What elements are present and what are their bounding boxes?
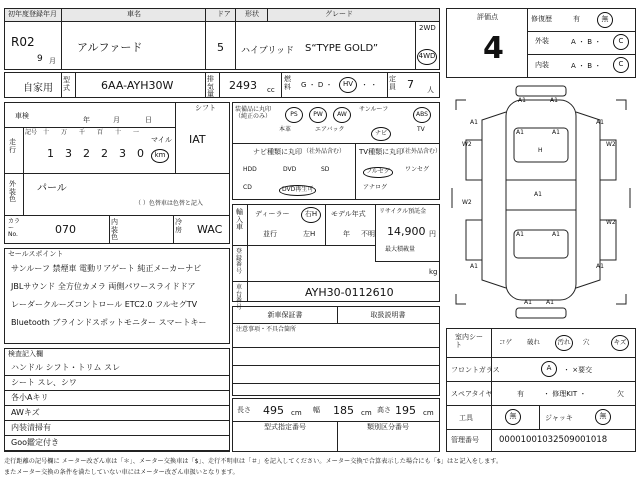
length-label: 長さ — [237, 406, 251, 414]
fuel-label: 燃料 — [284, 75, 291, 91]
navi-item: SD — [321, 166, 330, 173]
tools-label: 工具 — [459, 414, 473, 422]
mileage-digit: 2 — [83, 147, 90, 160]
repair-yes: 有 — [573, 15, 580, 23]
equipment-item: PW — [309, 107, 327, 123]
recycle-value: 14,900 — [387, 225, 426, 238]
jack-label: ジャッキ — [545, 414, 573, 422]
max-load-label: 最大積載量 — [385, 246, 416, 253]
warranty-block — [232, 306, 440, 396]
damage-mark: A1 — [552, 231, 560, 238]
dimensions-block — [232, 398, 440, 452]
use-value: 自家用 — [23, 83, 53, 94]
parallel: 並行 — [263, 230, 277, 238]
width-cm: cm — [361, 409, 372, 417]
inspector-line: AWキズ — [11, 408, 40, 417]
tv-sub: （社外品含む） — [399, 148, 442, 155]
damage-mark: A1 — [596, 119, 604, 126]
footer-line-1: 走行距離の記号欄に メーター改ざん車は「＊」、メーター交換車は「$」、走行不明車は「＃」を記入してください。メーター交換で合算表示した場合にも「$」はと記入をします。 — [4, 458, 503, 465]
damage-mark: W2 — [462, 141, 472, 148]
inspector-block — [4, 348, 230, 452]
mileage-header: 万 — [61, 129, 68, 136]
capacity-value: 7 — [407, 78, 414, 91]
first-reg-month: 9 — [37, 54, 43, 64]
unit-km: km — [151, 149, 169, 163]
model-label: 型式 — [63, 76, 70, 92]
sales-point-line: JBLサウンド 全方位カメラ 両側パワースライドドア — [11, 282, 196, 291]
equipment-item: ナビ — [371, 127, 391, 141]
shape-value: ハイブリッド — [241, 46, 295, 56]
first-reg-era: R02 — [11, 35, 35, 49]
hand-left: 左H — [303, 230, 316, 238]
first-reg-label: 初年度登録年月 — [8, 10, 57, 18]
damage-mark: A1 — [534, 191, 542, 198]
glass-rest: ・ ×要交 — [563, 366, 593, 374]
equipment-label: 装備品に丸印（純正のみ） — [235, 106, 272, 120]
color-code-label: カラー No. — [8, 218, 21, 239]
capacity-label: 定員 — [389, 75, 396, 91]
mileage-header: 千 — [79, 129, 86, 136]
navi-item: DVD再生可 — [279, 185, 316, 196]
damage-mark: A1 — [470, 119, 478, 126]
inspector-line: シート スレ、シワ — [11, 378, 77, 387]
model-year-unit: 年 — [343, 230, 350, 238]
mileage-header: 一 — [133, 129, 140, 136]
spare-label: スペアタイヤ — [451, 390, 493, 398]
mileage-digit: 3 — [119, 147, 126, 160]
damage-mark: W2 — [606, 141, 616, 148]
tv-item: アナログ — [363, 184, 388, 191]
manage-label: 管理番号 — [451, 436, 479, 444]
damage-mark: W2 — [462, 199, 472, 206]
mileage-digit: 1 — [47, 147, 54, 160]
equipment-item: PS — [285, 107, 303, 123]
mileage-header: 記号 — [25, 129, 38, 136]
damage-mark: A1 — [596, 263, 604, 270]
mileage-digit: 3 — [65, 147, 72, 160]
inspector-line: 内装清掃有 — [11, 423, 51, 432]
registration-row — [4, 72, 440, 98]
inspection-month: 月 — [113, 116, 120, 124]
inspector-line: ハンドル シフト・トリム スレ — [11, 363, 121, 372]
color-label: 外装色 — [9, 180, 16, 204]
ac-value: WAC — [197, 223, 223, 236]
shift-value: IAT — [189, 133, 206, 146]
damage-mark: A1 — [516, 231, 524, 238]
interior-color-label: 内装色 — [111, 218, 118, 242]
shift-label: シフト — [195, 104, 216, 112]
height-cm: cm — [423, 409, 434, 417]
grade-value: S“TYPE GOLD” — [305, 43, 379, 54]
exterior-label: 外装 — [535, 37, 549, 45]
interior-grades: A ・ B ・ — [571, 62, 602, 70]
color-note: （ ）色替車は色替と記入 — [135, 200, 203, 207]
equipment-item: TV — [417, 126, 425, 133]
navi-label: ナビ種類に丸印 — [253, 148, 302, 156]
inspection-label: 車検 — [15, 112, 29, 120]
fuel-selected: HV — [339, 77, 357, 93]
color-code-value: 070 — [55, 223, 76, 236]
navi-sub: （社外品含む） — [303, 148, 346, 155]
inspection-year: 年 — [83, 116, 90, 124]
sales-point-line: サンルーフ 禁煙車 電動リアゲート 純正メーカーナビ — [11, 264, 202, 273]
tv-item: ワンセグ — [405, 166, 430, 173]
score-box — [446, 8, 636, 78]
spare-none: 欠 — [617, 390, 624, 398]
inspector-line: Goo鑑定付き — [11, 438, 59, 447]
car-outline-icon — [446, 80, 636, 324]
damage-mark: H — [538, 147, 543, 154]
interior-label: 内装 — [535, 61, 549, 69]
recycle-label: リサイクル預託金 — [379, 208, 427, 215]
score-label: 評価点 — [477, 13, 498, 21]
height-value: 195 — [395, 404, 416, 417]
tools-none: 無 — [505, 409, 521, 425]
damage-mark: A1 — [524, 299, 532, 306]
model-value: 6AA-AYH30W — [101, 79, 174, 92]
model-year-label: モデル年式 — [331, 210, 366, 218]
seat-item: 汚れ — [555, 335, 573, 351]
car-name-label: 車名 — [127, 10, 141, 18]
spare-kit: ・ 修理KIT ・ — [543, 390, 587, 398]
equipment-item: 本革 — [279, 126, 292, 133]
seat-item: 穴 — [583, 338, 590, 346]
dealer: ディーラー — [255, 210, 290, 218]
displacement-label: 排気量 — [207, 75, 214, 99]
unit-mile: マイル — [151, 136, 172, 144]
grade-label: グレード — [325, 10, 353, 18]
door-value: 5 — [217, 41, 224, 54]
glass-selected: A — [541, 361, 557, 377]
equipment-item: エアバック — [315, 126, 345, 133]
import-label: 輸入車 — [236, 208, 243, 232]
manual: 取扱説明書 — [370, 311, 406, 319]
score-value: 4 — [483, 31, 504, 66]
manage-number: 000010010325090010​18 — [499, 435, 608, 445]
model-year-unknown: 不明 — [361, 230, 375, 238]
mileage-digit: 0 — [137, 147, 144, 160]
equipment-item: ABS — [413, 107, 431, 123]
color-value: パール — [37, 183, 67, 194]
exterior-grades: A ・ B ・ — [571, 38, 602, 46]
repair-no: 無 — [597, 12, 613, 28]
month-unit: 月 — [49, 57, 56, 65]
chassis-label: 車台番号 — [236, 284, 243, 311]
width-label: 幅 — [313, 406, 320, 414]
condition-table — [446, 328, 636, 452]
sales-point-line: レーダークルーズコントロール ETC2.0 フルセグTV — [11, 300, 198, 309]
length-cm: cm — [291, 409, 302, 417]
damage-mark: A1 — [516, 129, 524, 136]
kg-unit: kg — [429, 268, 438, 276]
seat-item: コゲ — [499, 338, 512, 346]
damage-mark: A1 — [518, 97, 526, 104]
equipment-block — [232, 102, 440, 200]
navi-item: HDD — [243, 166, 257, 173]
sales-point-line: Bluetooth ブラインドスポットモニター スマートキー — [11, 318, 207, 327]
car-diagram — [446, 80, 636, 324]
mileage-header: 十 — [115, 129, 122, 136]
drive-2wd: 2WD — [419, 24, 436, 32]
damage-mark: A1 — [550, 97, 558, 104]
mileage-digit: 2 — [101, 147, 108, 160]
inspector-line: 各小Aキリ — [11, 393, 49, 402]
damage-mark: A1 — [552, 129, 560, 136]
tv-label: TV種類に丸印 — [359, 148, 404, 156]
length-value: 495 — [263, 404, 284, 417]
header-table — [4, 8, 440, 70]
displacement-value: 2493 — [229, 79, 257, 92]
mileage-header: 百 — [97, 129, 104, 136]
car-name-value: アルファード — [77, 41, 143, 54]
damage-mark: A1 — [470, 263, 478, 270]
import-block — [232, 204, 440, 311]
inspector-label: 検査記入欄 — [8, 350, 43, 358]
capacity-unit: 人 — [427, 86, 434, 94]
inspection-block — [4, 102, 230, 244]
navi-item: CD — [243, 184, 252, 191]
seat-label: 室内シート — [455, 333, 483, 349]
navi-item: DVD — [283, 166, 297, 173]
equipment-item: AW — [333, 107, 351, 123]
spare-yes: 有 — [517, 390, 524, 398]
jack-none: 無 — [595, 409, 611, 425]
cc-unit: cc — [267, 86, 275, 94]
yen-unit: 円 — [429, 230, 436, 238]
type-number-label: 型式指定番号 — [264, 423, 306, 431]
equipment-item: サンルーフ — [359, 106, 389, 113]
mileage-label: 走行 — [9, 138, 16, 154]
interior-selected: C — [613, 57, 629, 73]
reg-no-label: 登録番号 — [236, 248, 243, 275]
seat-item: 破れ — [527, 338, 540, 346]
hand-right: 右H — [301, 207, 321, 223]
mileage-header: 十 — [43, 129, 50, 136]
inspection-day: 日 — [145, 116, 152, 124]
class-number-label: 類別区分番号 — [367, 423, 409, 431]
fuel-options: G ・ D ・ — [301, 81, 333, 89]
repair-label: 修復歴 — [531, 15, 552, 23]
chassis-value: AYH30-0112610 — [305, 286, 394, 299]
exterior-selected: C — [613, 34, 629, 50]
glass-label: フロントガラス — [451, 366, 500, 374]
tv-item: フルセグ — [363, 167, 393, 178]
shape-label: 形状 — [245, 10, 259, 18]
ac-label: 冷房 — [175, 218, 182, 234]
notes-label: 注意事項・不具合箇所 — [236, 326, 297, 333]
height-label: 高さ — [377, 406, 391, 414]
drive-4wd: 4WD — [417, 49, 437, 65]
sales-points-block — [4, 248, 230, 344]
seat-item: キズ — [611, 335, 629, 351]
footer-line-2: またメーター交換の条件を満たしていない車にはメーター改ざん車扱いとなります。 — [4, 469, 239, 476]
sales-points-label: セールスポイント — [8, 250, 64, 258]
new-car-warranty: 新車保証書 — [267, 311, 303, 319]
door-label: ドア — [217, 10, 231, 18]
width-value: 185 — [333, 404, 354, 417]
fuel-rest: ・ ・ — [361, 81, 378, 89]
damage-mark: W2 — [606, 219, 616, 226]
damage-mark: A1 — [546, 299, 554, 306]
